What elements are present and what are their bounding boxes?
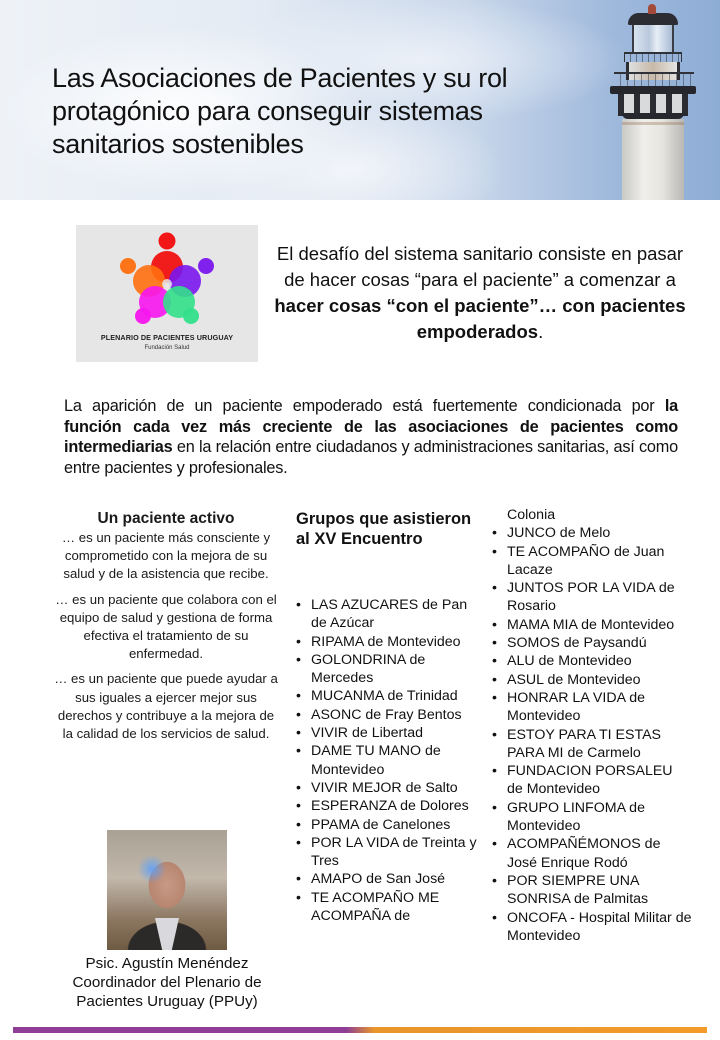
list-item: • ASUL de Montevideo (492, 671, 641, 688)
bullet-icon: • (492, 836, 497, 853)
bullet-icon: • (296, 834, 301, 851)
logo-subtitle: Fundación Salud (144, 345, 190, 351)
bullet-icon: • (492, 616, 497, 633)
list-item: • VIVIR de Libertad (296, 725, 423, 742)
bullet-icon: • (492, 653, 497, 670)
title-line-1: Las Asociaciones de Pacientes y su rol (52, 63, 508, 93)
bullet-icon: • (492, 671, 497, 688)
coordinator-photo (107, 830, 227, 950)
list-item: • ONCOFA - Hospital Militar de Montevideo (492, 909, 692, 944)
list-item: • JUNCO de Melo (492, 525, 611, 542)
bullet-icon: • (492, 543, 497, 560)
lighthouse-rust-band (622, 122, 684, 125)
bullet-icon: • (296, 743, 301, 760)
list-item: • TE ACOMPAÑO ME ACOMPAÑA de (296, 889, 440, 925)
coordinator-role-1: Coordinador del Plenario de (72, 974, 262, 991)
bullet-icon: • (492, 726, 497, 743)
bullet-icon: • (492, 689, 497, 706)
list-item: • SOMOS de Paysandú (492, 635, 647, 652)
footer-gradient-bar (13, 1027, 707, 1033)
lighthouse-image (600, 0, 720, 200)
groups-list-column-1 (296, 596, 482, 925)
list-item: • DAME TU MANO de Montevideo (296, 743, 441, 778)
list-item: • ESPERANZA de Dolores (296, 798, 469, 815)
lighthouse-upper-railing (624, 52, 682, 62)
intro-bold: hacer cosas “con el paciente”… con pacientes empoderados (274, 295, 686, 342)
active-patient-point-2: … es un paciente que colabora con el equipo de salud y gestiona de forma efectiva el tratamiento de su enfermedad. (55, 591, 277, 662)
list-item: • LAS AZUCARES de Pan de Azúcar (296, 597, 468, 632)
lighthouse-band (622, 113, 684, 119)
bullet-icon: • (296, 688, 301, 705)
list-item: • MUCANMA de Trinidad (296, 688, 458, 705)
list-item: • TE ACOMPAÑO de Juan Lacaze (492, 543, 665, 578)
ppuy-logo (76, 225, 258, 362)
bullet-icon: • (492, 909, 497, 926)
bullet-icon: • (492, 580, 497, 597)
bullet-icon: • (296, 798, 301, 815)
coordinator-role-2: Pacientes Uruguay (PPUy) (76, 993, 258, 1010)
page-title (52, 62, 592, 161)
active-patient-point-1: … es un paciente más consciente y comprometido con la mejora de su salud y de la asistencia que recibe. (61, 530, 271, 582)
list-item: • HONRAR LA VIDA de Montevideo (492, 689, 645, 725)
active-patient-point-3: … es un paciente que puede ayudar a sus iguales a ejercer mejor sus derechos y contribuye a la mejora de la calidad de los servicios de salud. (54, 671, 278, 742)
bullet-icon: • (296, 779, 301, 796)
lighthouse-lantern (632, 25, 674, 53)
list-item: • POR SIEMPRE UNA SONRISA de Palmitas (492, 872, 649, 908)
lighthouse-tower (622, 119, 684, 200)
bullet-icon: • (492, 763, 497, 780)
bullet-icon: • (492, 799, 497, 816)
lighthouse-finial (648, 4, 656, 14)
list-item: • ACOMPAÑÉMONOS de José Enrique Rodó (492, 836, 661, 871)
bullet-icon: • (492, 525, 497, 542)
bullet-icon: • (296, 725, 301, 742)
list-item: • VIVIR MEJOR de Salto (296, 779, 458, 796)
intro-text: El desafío del sistema sanitario consiste en pasar de hacer cosas “para el paciente” a comenzar a (276, 243, 684, 290)
paragraph-text-2: en la relación entre ciudadanos y administraciones sanitarias, así como entre pacientes y profesionales. (64, 438, 678, 477)
body-paragraph (64, 396, 678, 478)
groups-list-column-2 (492, 506, 692, 945)
list-item: • POR LA VIDA de Treinta y Tres (296, 834, 477, 870)
lighthouse-lower-railing (614, 72, 694, 86)
list-item: • RIPAMA de Montevideo (296, 633, 461, 650)
list-item-continuation: Colonia (507, 507, 556, 523)
list-item: • JUNTOS POR LA VIDA de Rosario (492, 580, 675, 615)
lighthouse-deck (610, 86, 696, 94)
intro-statement (274, 241, 686, 345)
coordinator-name: Psic. Agustín Menéndez (85, 955, 249, 972)
bullet-icon: • (492, 635, 497, 652)
title-line-2: protagónico para conseguir sistemas (52, 96, 483, 126)
people-circle-logo-icon (105, 229, 229, 333)
list-item: • ALU de Montevideo (492, 653, 632, 670)
paragraph-text-1: La aparición de un paciente empoderado está fuertemente condicionada por (64, 397, 665, 415)
list-item: • AMAPO de San José (296, 871, 446, 888)
bullet-icon: • (296, 706, 301, 723)
bullet-icon: • (296, 633, 301, 650)
list-item: • ASONC de Fray Bentos (296, 706, 462, 723)
photo-caption (48, 954, 286, 1011)
active-patient-heading: Un paciente activo (97, 510, 235, 527)
bullet-icon: • (492, 872, 497, 889)
paragraph-bold: la función cada vez más creciente de las asociaciones de pacientes como intermediarias (64, 397, 678, 456)
photo-light-reflection (137, 855, 167, 883)
lighthouse-roof (628, 13, 678, 25)
bullet-icon: • (296, 651, 301, 668)
list-item: • FUNDACION PORSALEU de Montevideo (492, 763, 673, 798)
groups-heading: Grupos que asistieron al XV Encuentro (296, 510, 472, 548)
list-item: • ESTOY PARA TI ESTAS PARA MI de Carmelo (492, 726, 662, 761)
title-line-3: sanitarios sostenibles (52, 129, 304, 159)
bullet-icon: • (296, 871, 301, 888)
list-item: • PPAMA de Canelones (296, 816, 451, 833)
list-item: • GOLONDRINA de Mercedes (296, 651, 426, 687)
bullet-icon: • (296, 816, 301, 833)
header-banner (0, 0, 720, 200)
bullet-icon: • (296, 597, 301, 613)
list-item: • GRUPO LINFOMA de Montevideo (492, 799, 645, 835)
list-item: • MAMA MIA de Montevideo (492, 616, 675, 633)
active-patient-section (54, 509, 278, 750)
intro-end: . (538, 321, 544, 342)
photo-shirt (155, 918, 179, 950)
bullet-icon: • (296, 889, 301, 906)
logo-name: PLENARIO DE PACIENTES URUGUAY (100, 333, 234, 342)
